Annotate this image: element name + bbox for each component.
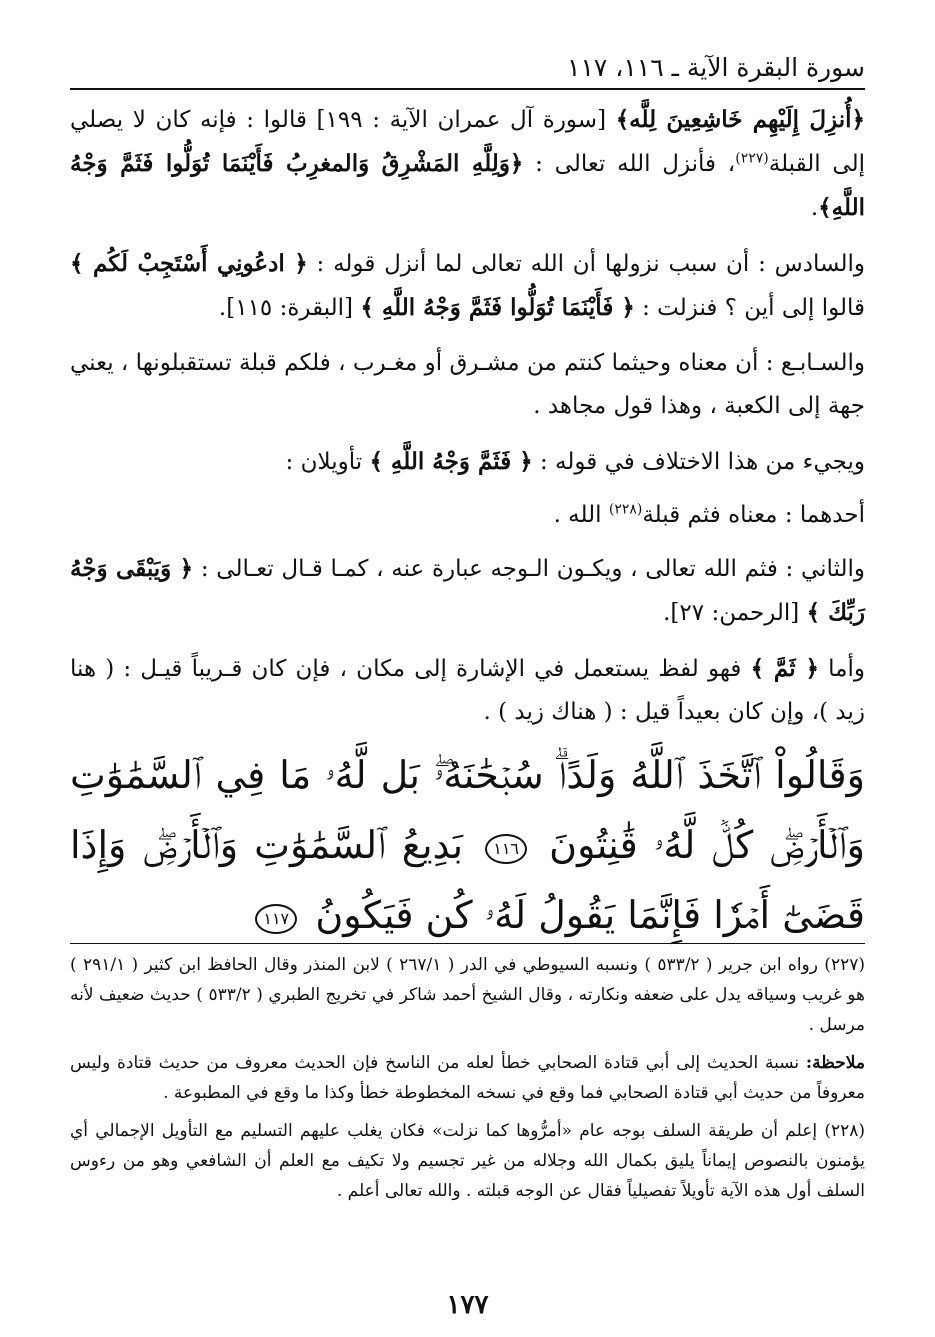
paragraph-text: ويجيء من هذا الاختلاف في قوله : [532,449,865,475]
footnotes [70,950,865,1214]
page-number: ١٧٧ [446,1290,489,1320]
footnote-divider [70,943,865,944]
quran-verse-block [70,740,865,950]
paragraph-text: تأويلان : [285,449,370,475]
quran-quote: ﴿وَلِلَّهِ المَشْرِقُ وَالمغرِبُ فَأَيْنَمَا تُوَلُّوا فَثَمَّ وَجْهُ اللَّهِ﴾ [70,150,865,221]
note-text: نسبة الحديث إلى أبي قتادة الصحابي خطأ لعله من الناسخ فإن الحديث معروف من حديث قتادة وليس معروفاً من حديث أبي قتادة الصحابي فما وقع في نسخه المخطوطة خطأ وكذا ما وقع في المطبوعة . [70,1053,865,1103]
quran-quote: ﴿أُنزِلَ إِلَيْهِم خَاشِعِينَ لِلَّه﴾ [615,106,866,133]
running-head [70,48,865,90]
paragraph-7 [70,647,865,734]
footnote-text: رواه ابن جرير ( ٥٣٣/٢ ) ونسبه السيوطي في الدر ( ٢٦٧/١ ) لابن المنذر وقال الحافظ ابن كثير ( ٢٩١/١ ) هو غريب وسياقه يدل على ضعفه ونكارته ، وقال الشيخ أحمد شاكر في تخريج الطبري ( ٥٣٣/٢ ) حديث ضعيف لأنه مرسل . [70,955,865,1035]
paragraph-text: [البقرة: ١١٥]. [218,295,361,321]
paragraph-text: والسادس : أن سبب نزولها أن الله تعالى لما أنزل قوله : [307,251,865,277]
paragraph-text: فهو لفظ يستعمل في الإشارة إلى مكان ، فإن كان قـريباً قيـل : ( هنا زيد )، وإن كان بعيداً قيل : ( هناك زيد ) . [70,656,865,725]
quran-quote: ﴿ فَأَيْنَمَا تُوَلُّوا فَثَمَّ وَجْهُ اللَّهِ ﴾ [360,294,635,321]
paragraph-text: قالوا إلى أين ؟ فنزلت : [634,295,865,321]
paragraph-text: ، فأنزل الله تعالى : [523,151,736,177]
footnote-note [70,1048,865,1108]
paragraph-text: [الرحمن: ٢٧]. [663,600,807,626]
footnote-ref-228[interactable]: (٢٢٨) [608,501,643,518]
main-text [70,98,865,746]
paragraph-5 [70,494,865,537]
footnote-228 [70,1116,865,1206]
paragraph-text: وأما [819,656,865,682]
paragraph-text: أحدهما : معناه فثم قبلة [642,502,865,528]
quran-quote: ﴿ ثَمَّ ﴾ [750,655,819,682]
verse-117-text: بَدِيعُ ٱلسَّمَٰوَٰتِ وَٱلۡأَرۡضِۖ وَإِذَا قَضَىٰٓ أَمۡرٗا فَإِنَّمَا يَقُولُ لَهُۥ كُن فَيَكُونُ [70,823,865,937]
quran-quote: ﴿ فَثَمَّ وَجْهُ اللَّهِ ﴾ [369,448,533,475]
paragraph-4 [70,440,865,484]
footnote-text: إعلم أن طريقة السلف بوجه عام «أمرُّوها كما نزلت» فكان يغلب عليهم التسليم مع التأويل الإجمالي أي يؤمنون بالنصوص إيماناً يليق بكمال الله وجلاله من غير تجسيم ولا تكيف مع العلم أن الشافعي وهو من رءوس السلف أول هذه الآية تأويلاً تفصيلياً فقال عن الوجه قبلته . والله تعالى أعلم . [70,1121,865,1201]
ayah-number-117: ١١٧ [255,904,297,934]
footnote-number: (٢٢٨) [824,1121,865,1141]
paragraph-6 [70,547,865,635]
paragraph-text: [سورة آل عمران الآية : ١٩٩] قالوا : فإنه كان لا يصلي إلى القبلة [70,107,865,177]
paragraph-text: الله . [553,502,609,528]
quran-quote: ﴿ ادعُونِي أَسْتَجِبْ لَكُم ﴾ [70,250,308,277]
note-label: ملاحظة: [805,1053,865,1073]
footnote-227 [70,950,865,1040]
running-title: سورة البقرة الآية ـ ١١٦، ١١٧ [567,53,865,82]
paragraph-text: والثاني : فثم الله تعالى ، ويكـون الـوجه عبارة عنه ، كمـا قـال تعـالى : [193,556,866,582]
quran-quote: ﴿ وَيَبْقَى وَجْهُ رَبِّكَ ﴾ [70,555,865,626]
paragraph-3: والسـابـع : أن معناه وحيثما كنتم من مشـرق أو مغـرب ، فلكم قبلة تستقبلونها ، يعني جهة إلى الكعبة ، وهذا قول مجاهد . [70,350,865,419]
paragraph-2 [70,242,865,330]
footnote-ref-227[interactable]: (٢٢٧) [735,150,769,167]
paragraph-text: . [810,195,819,221]
paragraph-1 [70,98,865,230]
footnote-number: (٢٢٧) [824,955,865,975]
verse-116-text: وَقَالُواْ ٱتَّخَذَ ٱللَّهُ وَلَدًاۗ سُبۡحَٰنَهُۥۖ بَل لَّهُۥ مَا فِي ٱلسَّمَٰوَٰتِ وَٱلۡأَرۡضِۖ كُلّٞ لَّهُۥ قَٰنِتُونَ [70,753,865,867]
ayah-number-116: ١١٦ [485,834,527,864]
